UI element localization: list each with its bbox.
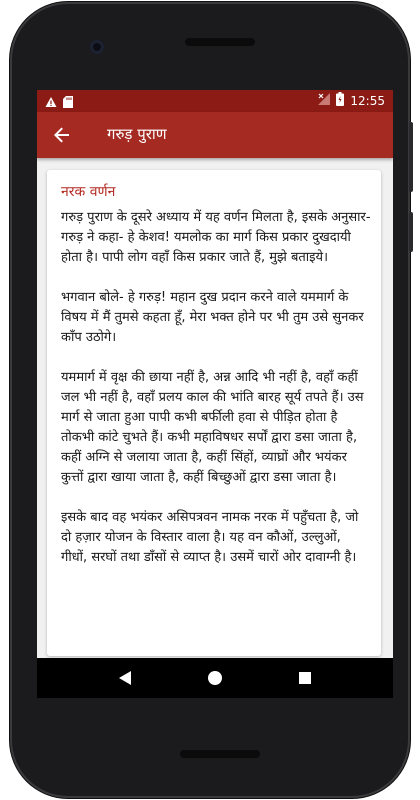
navigation-bar [37,658,393,698]
paragraph: इसके बाद वह भयंकर असिपत्रवन नामक नरक में पहुँचता है, जो दो हज़ार योजन के विस्तार वाला है। यह वन कौओं, उल्लुओं, गीधों, सरघों तथा डाँसों से व्याप्त है। उसमें चारों ओर दावाग्नी है। [61,510,359,565]
app-screen [37,90,393,698]
volume-button [409,122,413,192]
no-signal-icon [318,93,330,108]
back-arrow-icon[interactable] [47,120,77,150]
app-title: गरुड़ पुराण [107,125,167,143]
paragraph: गरुड़ पुराण के दूसरे अध्याय में यह वर्णन मिलता है, इसके अनुसार-गरुड़ ने कहा- हे केशव! यमलोक का मार्ग किस प्रकार दुखदायी होता है। पापी लोग वहाँ किस प्रकार जाते हैं, मुझे बताइये। [61,210,371,265]
status-bar [37,90,393,112]
paragraph: भगवान बोले- हे गरुड़! महान दुख प्रदान करने वाले यममार्ग के विषय में मैं तुमसे कहता हूँ, मेरा भक्त होने पर भी तुम उसे सुनकर काँप उठोगे। [61,290,364,345]
content-card [47,170,381,656]
home-circle-icon[interactable] [203,666,227,690]
status-time: 12:55 [350,93,385,108]
chapter-heading: नरक वर्णन [61,184,116,200]
phone-frame [10,2,410,798]
bottom-speaker [180,750,260,758]
app-bar [37,112,393,158]
power-button [409,212,413,252]
recents-square-icon[interactable] [293,666,317,690]
back-triangle-icon[interactable] [113,666,137,690]
battery-icon [336,92,344,109]
earpiece-speaker [185,38,255,46]
front-camera [90,40,104,54]
sd-card-icon [63,93,73,112]
chapter-body [61,208,371,588]
paragraph: यममार्ग में वृक्ष की छाया नहीं है, अन्न आदि भी नहीं है, वहाँ कहीं जल भी नहीं है, वहाँ प्रलय काल की भांति बारह सूर्य तपते हैं। उस मार्ग से जाता हुआ पापी कभी बर्फीली हवा से पीड़ित होता है तोकभी कांटे चुभते हैं। कभी महाविषधर सर्पों द्वारा डसा जाता है, कहीं अग्नि से जलाया जाता है, कहीं सिंहों, व्याघ्रों और भयंकर कुत्तों द्वारा खाया जाता है, कहीं बिच्छुओं द्वारा डसा जाता है। [61,370,364,485]
warning-icon [45,93,57,112]
